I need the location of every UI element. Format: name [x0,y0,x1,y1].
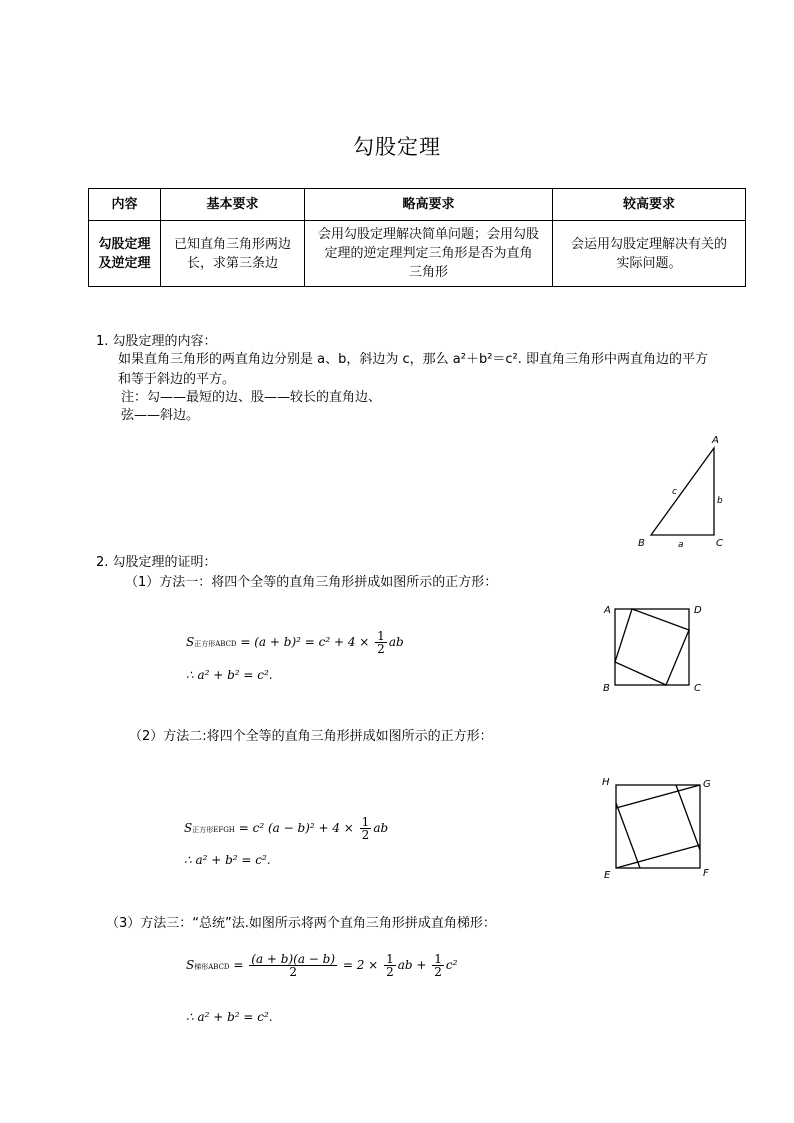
fraction-half: $\frac{1}{2}$ [434,952,442,979]
method1-text: （1）方法一：将四个全等的直角三角形拼成如图所示的正方形： [125,575,498,590]
table-header-cell: 内容 [89,189,161,221]
table-header-cell: 基本要求 [161,189,305,221]
fraction-half: $\frac{1}{2}$ [377,629,385,656]
section1-heading: 1. 勾股定理的内容： [96,334,217,349]
table-cell-high: 会运用勾股定理解决有关的 实际问题。 [553,221,746,287]
table-cell-mid: 会用勾股定理解决简单问题；会用勾股 定理的逆定理判定三角形是否为直角 三角形 [305,221,553,287]
side-c-label: c [672,487,677,497]
table-cell-basic: 已知直角三角形两边 长，求第三条边 [161,221,305,287]
section2-heading: 2. 勾股定理的证明： [96,555,217,570]
vertex-d-label: D [694,605,702,616]
vertex-h-label: H [602,777,610,788]
vertex-e-label: E [604,870,611,881]
conclusion-1: ∴ a² + b² = c². [186,668,273,682]
conclusion-2: ∴ a² + b² = c². [184,853,271,867]
method2-text: （2）方法二:将四个全等的直角三角形拼成如图所示的正方形： [129,729,493,744]
table-header-row [89,189,746,221]
fraction-half: $\frac{1}{2}$ [386,952,394,979]
section1-note1: 注：勾——最短的边、股——较长的直角边、 [121,390,382,405]
requirements-table [88,188,746,287]
vertex-a-label: A [712,435,719,446]
square-abcd-figure [598,600,708,696]
side-b-label: b [717,496,723,506]
vertex-g-label: G [703,779,711,790]
vertex-c-label: C [716,538,723,549]
fraction-half: $\frac{1}{2}$ [361,815,370,842]
section1-line1: 如果直角三角形的两直角边分别是 a、b，斜边为 c，那么 a²＋b²＝c². 即直角三角形中两直角边的平方 [118,352,709,367]
right-triangle-figure [630,428,740,550]
formula-1: S正方形ABCD = (a + b)² = c² + 4 × $\frac{1}{2}$ ab [186,629,404,656]
vertex-b-label: B [603,683,610,694]
method3-text: （3）方法三：“总统”法.如图所示将两个直角三角形拼成直角梯形： [106,916,496,931]
section1-note2: 弦——斜边。 [121,408,200,423]
vertex-f-label: F [703,868,709,879]
table-row [89,221,746,287]
vertex-a-label: A [604,605,611,616]
table-header-cell: 略高要求 [305,189,553,221]
vertex-b-label: B [638,538,645,549]
page-title: 勾股定理 [353,135,441,159]
section1-line2: 和等于斜边的平方。 [118,372,236,387]
conclusion-3: ∴ a² + b² = c². [186,1010,273,1024]
formula-2: S正方形EFGH = c² (a − b)² + 4 × $\frac{1}{2}$ ab [184,815,389,842]
side-a-label: a [678,540,684,550]
fraction-product: $\frac{(a + b)(a - b)}{2}$ [251,952,336,979]
vertex-c-label: C [694,683,701,694]
table-cell-content: 勾股定理 及逆定理 [89,221,161,287]
formula-3: S梯形ABCD = $\frac{(a + b)(a - b)}{2}$ = 2 × $\frac{1}{2}$ ab + $\frac{1}{2}$ c² [186,952,458,979]
square-efgh-figure [596,772,716,882]
table-header-cell: 较高要求 [553,189,746,221]
